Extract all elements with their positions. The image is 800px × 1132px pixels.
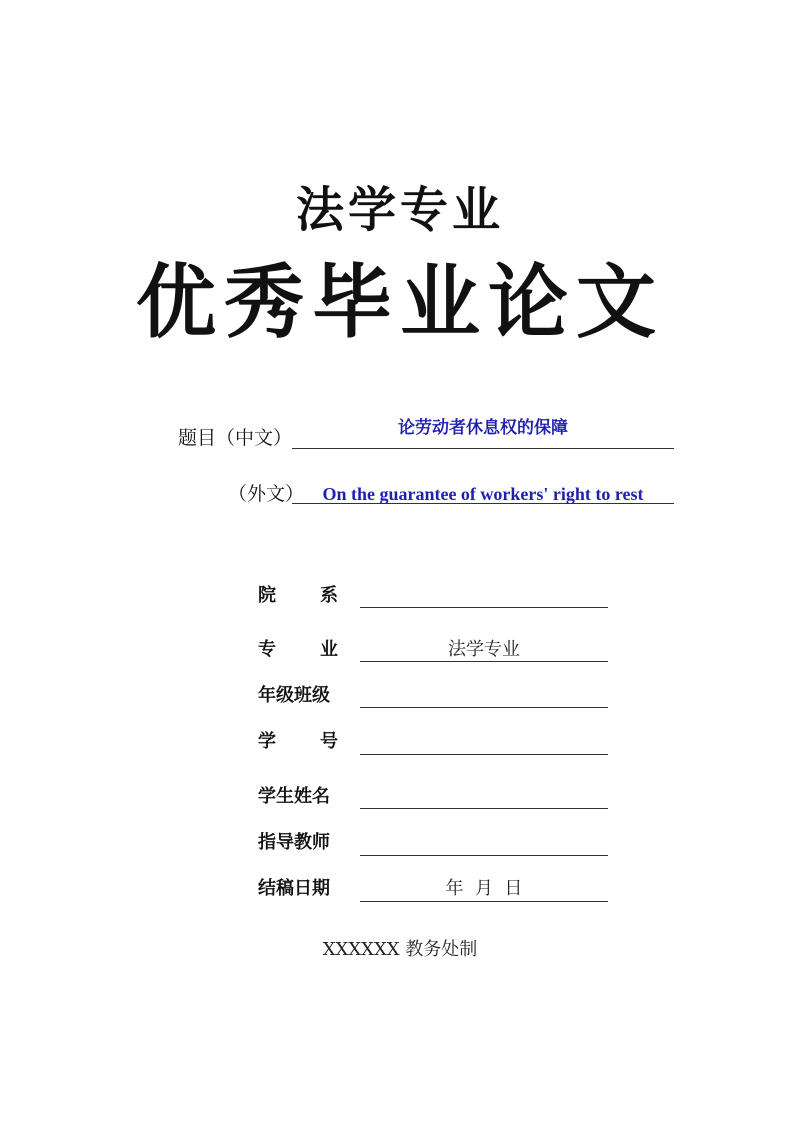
student-id-underline xyxy=(360,754,608,755)
department-label xyxy=(258,584,338,608)
grade-class-label: 年级班级 xyxy=(258,685,330,706)
label-char: 学 xyxy=(258,731,276,752)
advisor-label: 指导教师 xyxy=(258,832,330,853)
topic-cn-value: 论劳动者休息权的保障 xyxy=(398,418,568,438)
label-char: 号 xyxy=(320,731,338,752)
topic-cn-label: 题目（中文） xyxy=(178,427,293,449)
major-value: 法学专业 xyxy=(448,639,520,660)
topic-en-value: On the guarantee of workers' right to rest xyxy=(322,484,644,504)
label-char: 业 xyxy=(320,639,338,660)
label-char: 院 xyxy=(258,585,276,606)
topic-cn-underline xyxy=(292,448,674,449)
department-underline xyxy=(360,607,608,608)
academic-affairs-office: XXXXXX 教务处制 xyxy=(322,939,478,960)
student-name-label: 学生姓名 xyxy=(258,786,330,807)
completion-date-label: 结稿日期 xyxy=(258,878,330,899)
major-underline xyxy=(360,661,608,662)
major-title: 法学专业 xyxy=(295,182,504,238)
completion-date-value: 年 月 日 xyxy=(445,878,523,899)
student-id-label xyxy=(258,730,338,754)
topic-en-underline xyxy=(292,503,674,504)
label-char: 专 xyxy=(258,639,276,660)
thesis-main-title: 优秀毕业论文 xyxy=(136,255,664,349)
major-label xyxy=(258,638,338,662)
label-char: 系 xyxy=(320,585,338,606)
student-name-underline xyxy=(360,808,608,809)
topic-en-label: （外文） xyxy=(228,483,305,505)
completion-date-underline xyxy=(360,901,608,902)
advisor-underline xyxy=(360,855,608,856)
grade-class-underline xyxy=(360,707,608,708)
